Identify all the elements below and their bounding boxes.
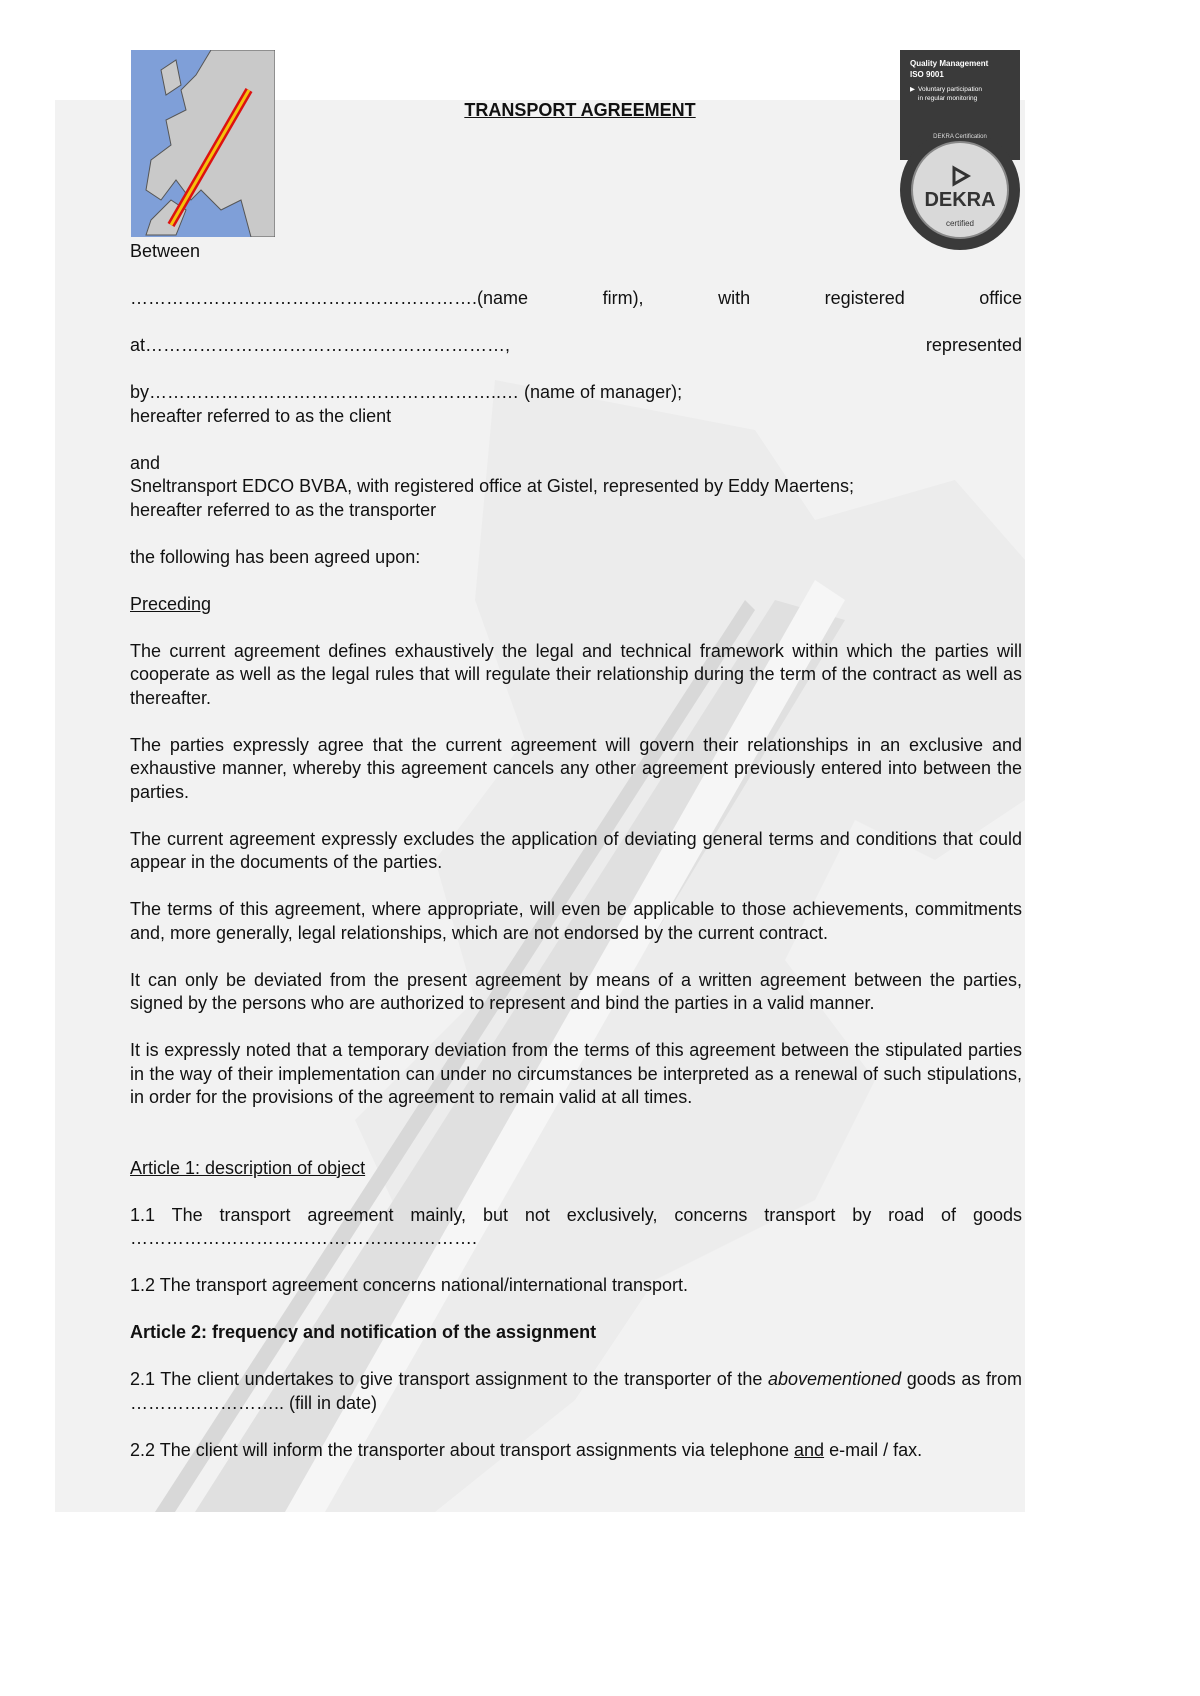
svg-text:DEKRA: DEKRA (924, 189, 996, 211)
europe-map-logo (131, 50, 275, 237)
svg-text:Quality Management: Quality Management (910, 59, 989, 68)
article2-clause-2: 2.2 The client will inform the transporter about transport assignments via telephone and e-mail / fax. (130, 1439, 923, 1460)
and-label: and (130, 452, 161, 473)
document-title: TRANSPORT AGREEMENT (464, 100, 696, 120)
preceding-paragraph: It can only be deviated from the present agreement by means of a written agreement between the parties, signed by the persons who are authorized to represent and bind the parties in a valid manner. (130, 969, 1022, 1013)
preceding-heading: Preceding (130, 593, 212, 614)
preceding-paragraph: The current agreement expressly excludes the application of deviating general terms and conditions that could appear in the documents of the parties. (130, 828, 1022, 872)
transporter-line: Sneltransport EDCO BVBA, with registered office at Gistel, represented by Eddy Maertens; (130, 476, 855, 496)
article1-clause-1: 1.1 The transport agreement mainly, but not exclusively, concerns transport by road of goods …………………………………………………. (130, 1204, 1022, 1248)
client-reference: hereafter referred to as the client (130, 405, 392, 426)
svg-text:DEKRA Certification: DEKRA Certification (933, 134, 987, 140)
article1-heading: Article 1: description of object (130, 1157, 366, 1178)
article2-heading: Article 2: frequency and notification of the assignment (130, 1322, 597, 1342)
agreed-line: the following has been agreed upon: (130, 546, 421, 567)
svg-text:Voluntary participation: Voluntary participation (918, 86, 982, 93)
svg-text:▶: ▶ (910, 86, 915, 93)
between-label: Between (130, 241, 201, 261)
article2-clause-1: 2.1 The client undertakes to give transport assignment to the transporter of the abovementioned goods as from …………………….. (fill in date) (130, 1369, 1023, 1413)
svg-text:ISO 9001: ISO 9001 (910, 70, 944, 79)
article1-clause-2: 1.2 The transport agreement concerns national/international transport. (130, 1275, 688, 1295)
dekra-certification-badge (896, 50, 1024, 250)
preceding-paragraph: The parties expressly agree that the current agreement will govern their relationships in an exclusive and exhaustive manner, whereby this agreement cancels any other agreement previously entered into between the parties. (130, 734, 1022, 802)
client-address-line: at……………………………………………………, represented (130, 335, 1022, 355)
transporter-reference: hereafter referred to as the transporter (130, 499, 437, 520)
client-firm-line: ………………………………………………….(name firm), with registered office (130, 288, 1022, 308)
svg-text:in regular monitoring: in regular monitoring (918, 95, 978, 102)
preceding-paragraph: The terms of this agreement, where appropriate, will even be applicable to those achievements, commitments and, more generally, legal relationships, which are not endorsed by the current contract. (130, 899, 1022, 943)
preceding-paragraph: The current agreement defines exhaustively the legal and technical framework within which the parties will cooperate as well as the legal rules that will regulate their relationship during the term of the contract as well as thereafter. (130, 640, 1022, 708)
agreement-body (130, 240, 1022, 1486)
client-manager-line: by…………………………………………………..… (name of manager); (130, 382, 683, 402)
preceding-paragraph: It is expressly noted that a temporary deviation from the terms of this agreement between the stipulated parties in the way of their implementation can under no circumstances be interpreted as a renewal of such stipulations, in order for the provisions of the agreement to remain valid at all times. (130, 1040, 1022, 1107)
svg-text:certified: certified (945, 219, 975, 228)
